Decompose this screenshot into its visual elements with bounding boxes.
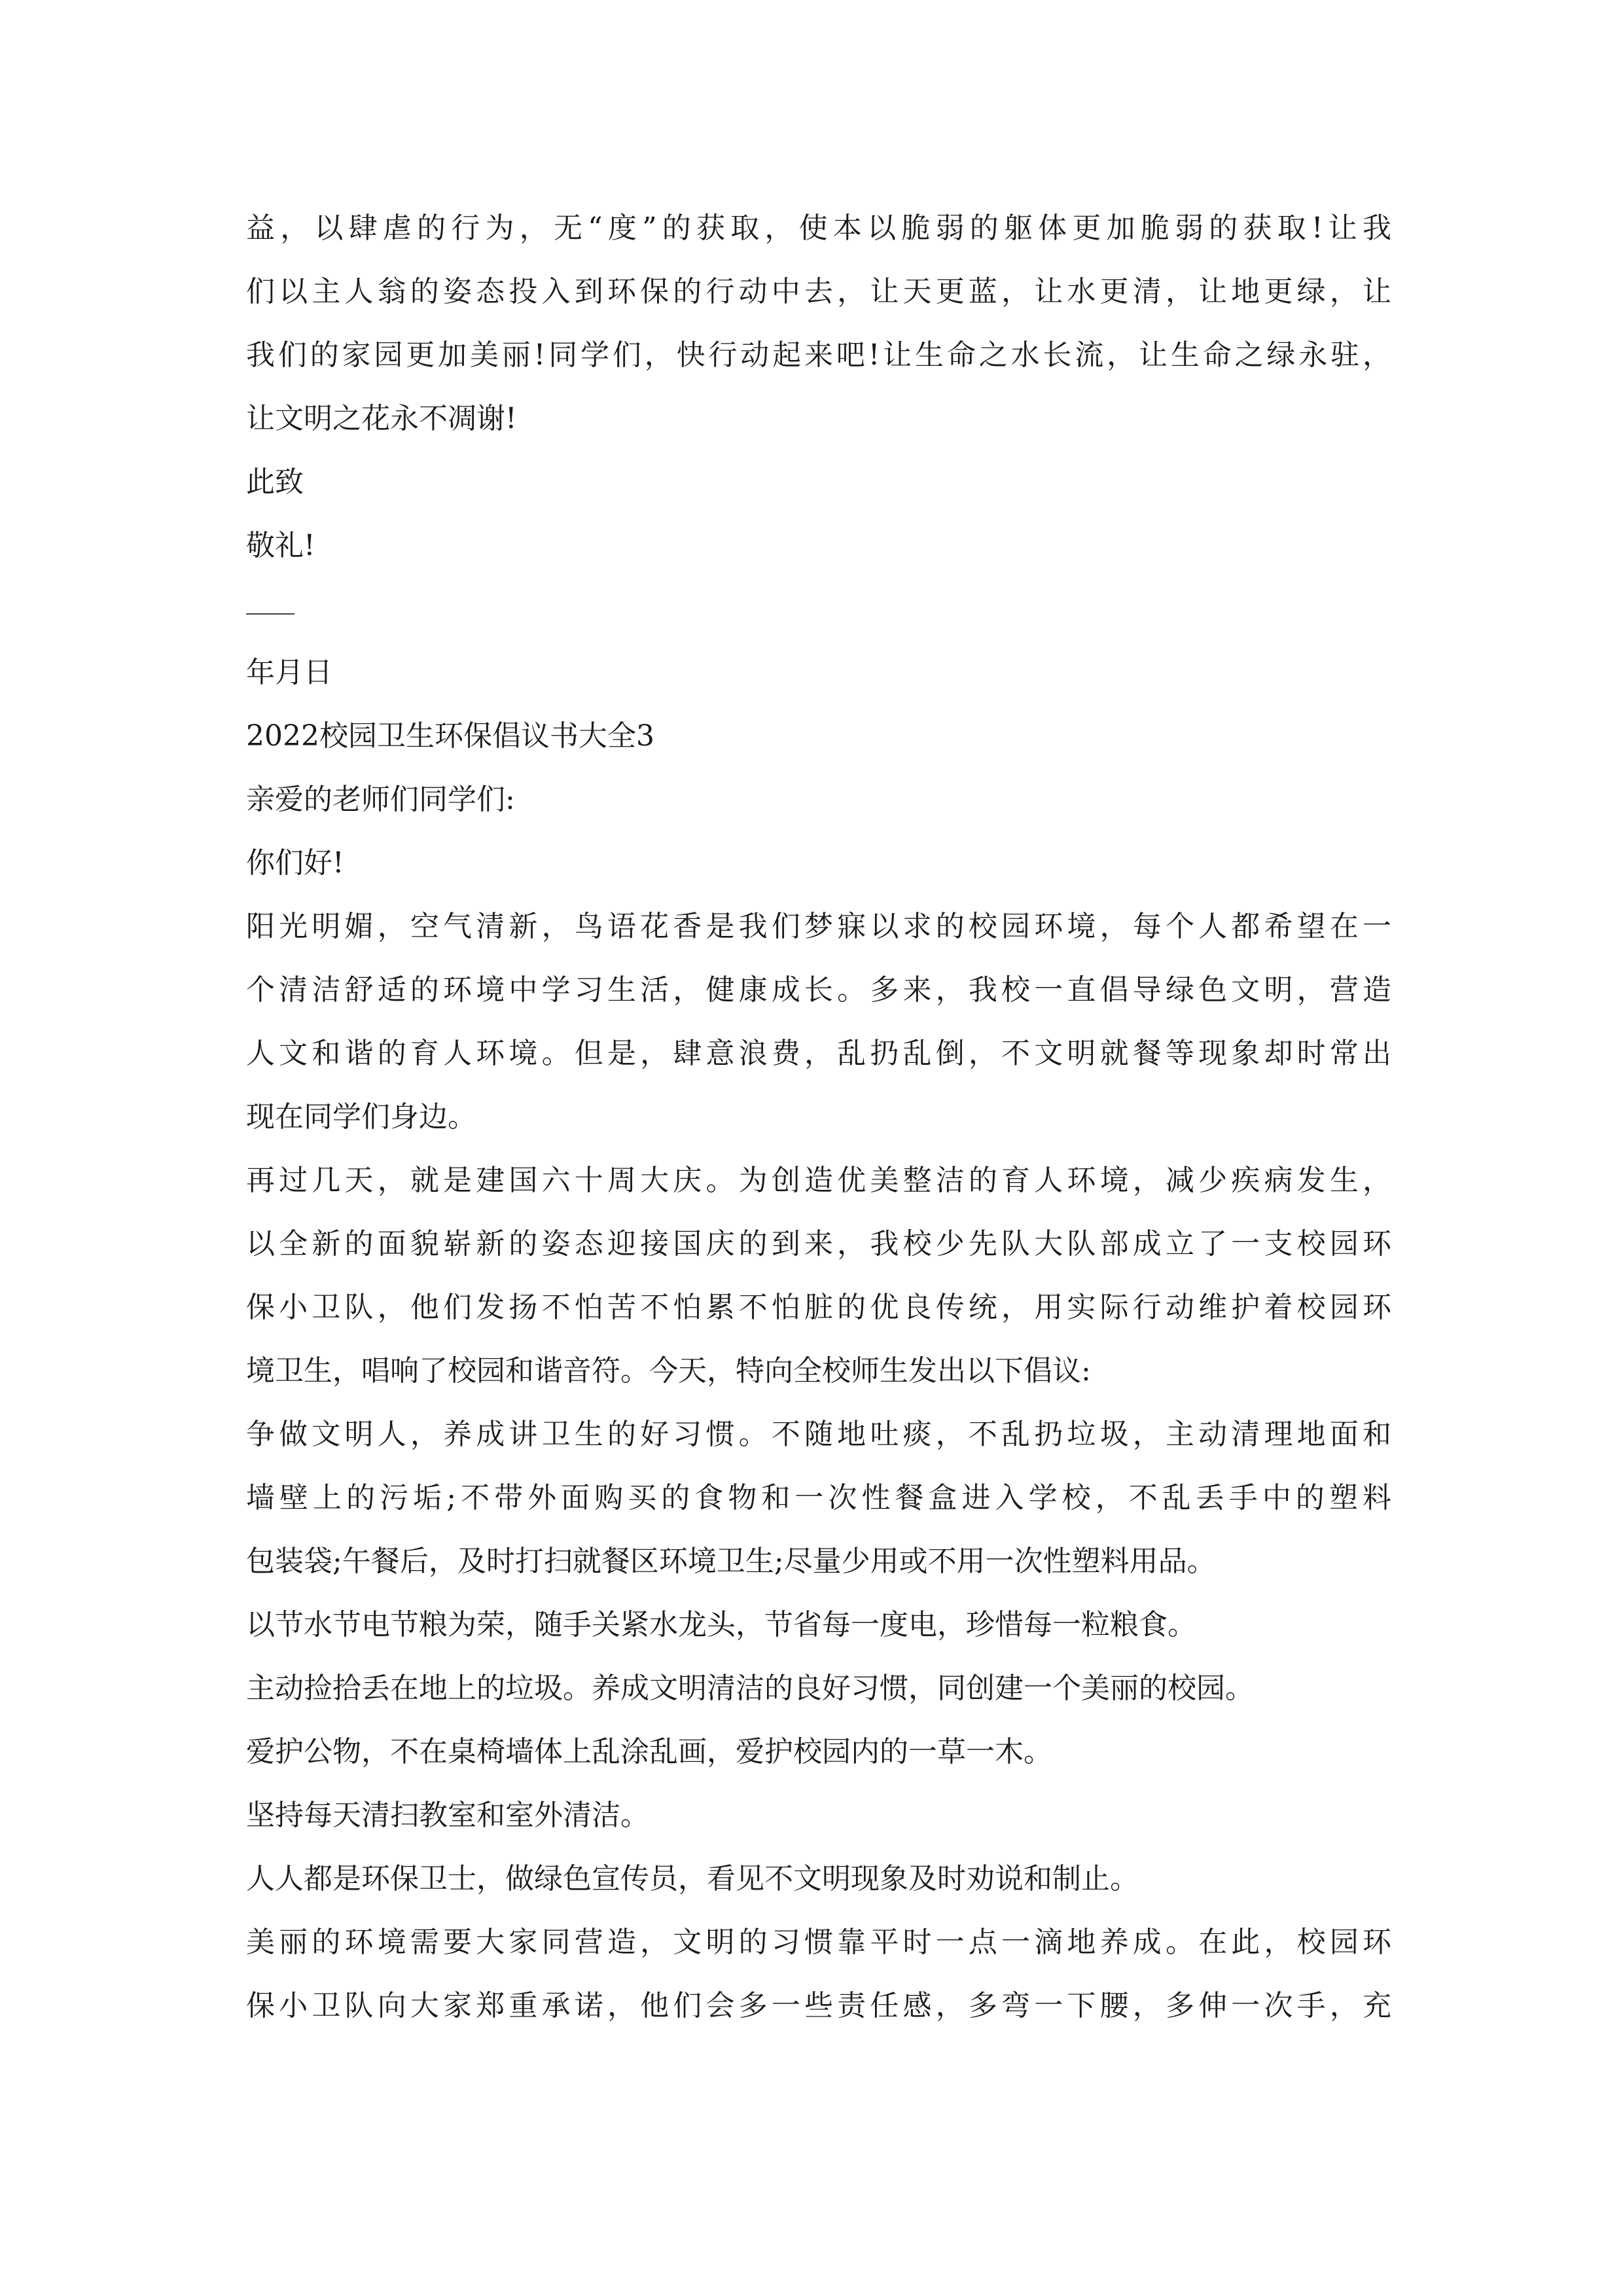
text-line: 包装袋;午餐后，及时打扫就餐区环境卫生;尽量少用或不用一次性塑料用品。 [246,1545,1216,1578]
text-line: 以节水节电节粮为荣，随手关紧水龙头，节省每一度电，珍惜每一粒粮食。 [246,1608,1196,1641]
document-body [246,196,1391,2037]
text-line: 你们好! [246,846,344,880]
text-line: 美丽的环境需要大家同营造，文明的习惯靠平时一点一滴地养成。在此，校园环 [246,1926,1391,1959]
text-line: 保小卫队向大家郑重承诺，他们会多一些责任感，多弯一下腰，多伸一次手，充 [246,1989,1391,2022]
text-line: 亲爱的老师们同学们: [246,783,515,816]
text-line: 阳光明媚，空气清新，鸟语花香是我们梦寐以求的校园环境，每个人都希望在一 [246,910,1391,943]
text-line: 让文明之花永不凋谢! [246,402,517,435]
text-line: 现在同学们身边。 [246,1100,476,1134]
text-line: 我们的家园更加美丽!同学们，快行动起来吧!让生命之水长流，让生命之绿永驻， [246,338,1391,372]
text-line: 爱护公物，不在桌椅墙体上乱涂乱画，爱护校园内的一草一木。 [246,1735,1052,1768]
signature-rule [246,613,294,615]
text-line: 坚持每天清扫教室和室外清洁。 [246,1799,649,1832]
text-line: 境卫生，唱响了校园和谐音符。今天，特向全校师生发出以下倡议: [246,1354,1091,1388]
text-line: 人文和谐的育人环境。但是，肆意浪费，乱扔乱倒，不文明就餐等现象却时常出 [246,1037,1391,1070]
text-line: 争做文明人，养成讲卫生的好习惯。不随地吐痰，不乱扔垃圾，主动清理地面和 [246,1418,1391,1451]
text-line: 年月日 [246,656,332,689]
text-line: 2022校园卫生环保倡议书大全3 [246,719,654,753]
text-line: 再过几天，就是建国六十周大庆。为创造优美整洁的育人环境，减少疾病发生， [246,1164,1391,1197]
text-line: 敬礼! [246,529,315,562]
text-line: 此致 [246,465,304,499]
text-line: 保小卫队，他们发扬不怕苦不怕累不怕脏的优良传统，用实际行动维护着校园环 [246,1291,1391,1324]
text-line: 主动捡拾丢在地上的垃圾。养成文明清洁的良好习惯，同创建一个美丽的校园。 [246,1672,1254,1705]
text-line: 个清洁舒适的环境中学习生活，健康成长。多来，我校一直倡导绿色文明，营造 [246,973,1391,1007]
text-line: 人人都是环保卫士，做绿色宣传员，看见不文明现象及时劝说和制止。 [246,1862,1139,1895]
signature-underline [246,577,1391,641]
text-line: 墙壁上的污垢;不带外面购买的食物和一次性餐盒进入学校，不乱丢手中的塑料 [246,1481,1391,1515]
text-line: 们以主人翁的姿态投入到环保的行动中去，让天更蓝，让水更清，让地更绿，让 [246,275,1391,308]
text-line: 以全新的面貌崭新的姿态迎接国庆的到来，我校少先队大队部成立了一支校园环 [246,1227,1391,1261]
text-line: 益，以肆虐的行为，无“度”的获取，使本以脆弱的躯体更加脆弱的获取!让我 [246,211,1391,245]
